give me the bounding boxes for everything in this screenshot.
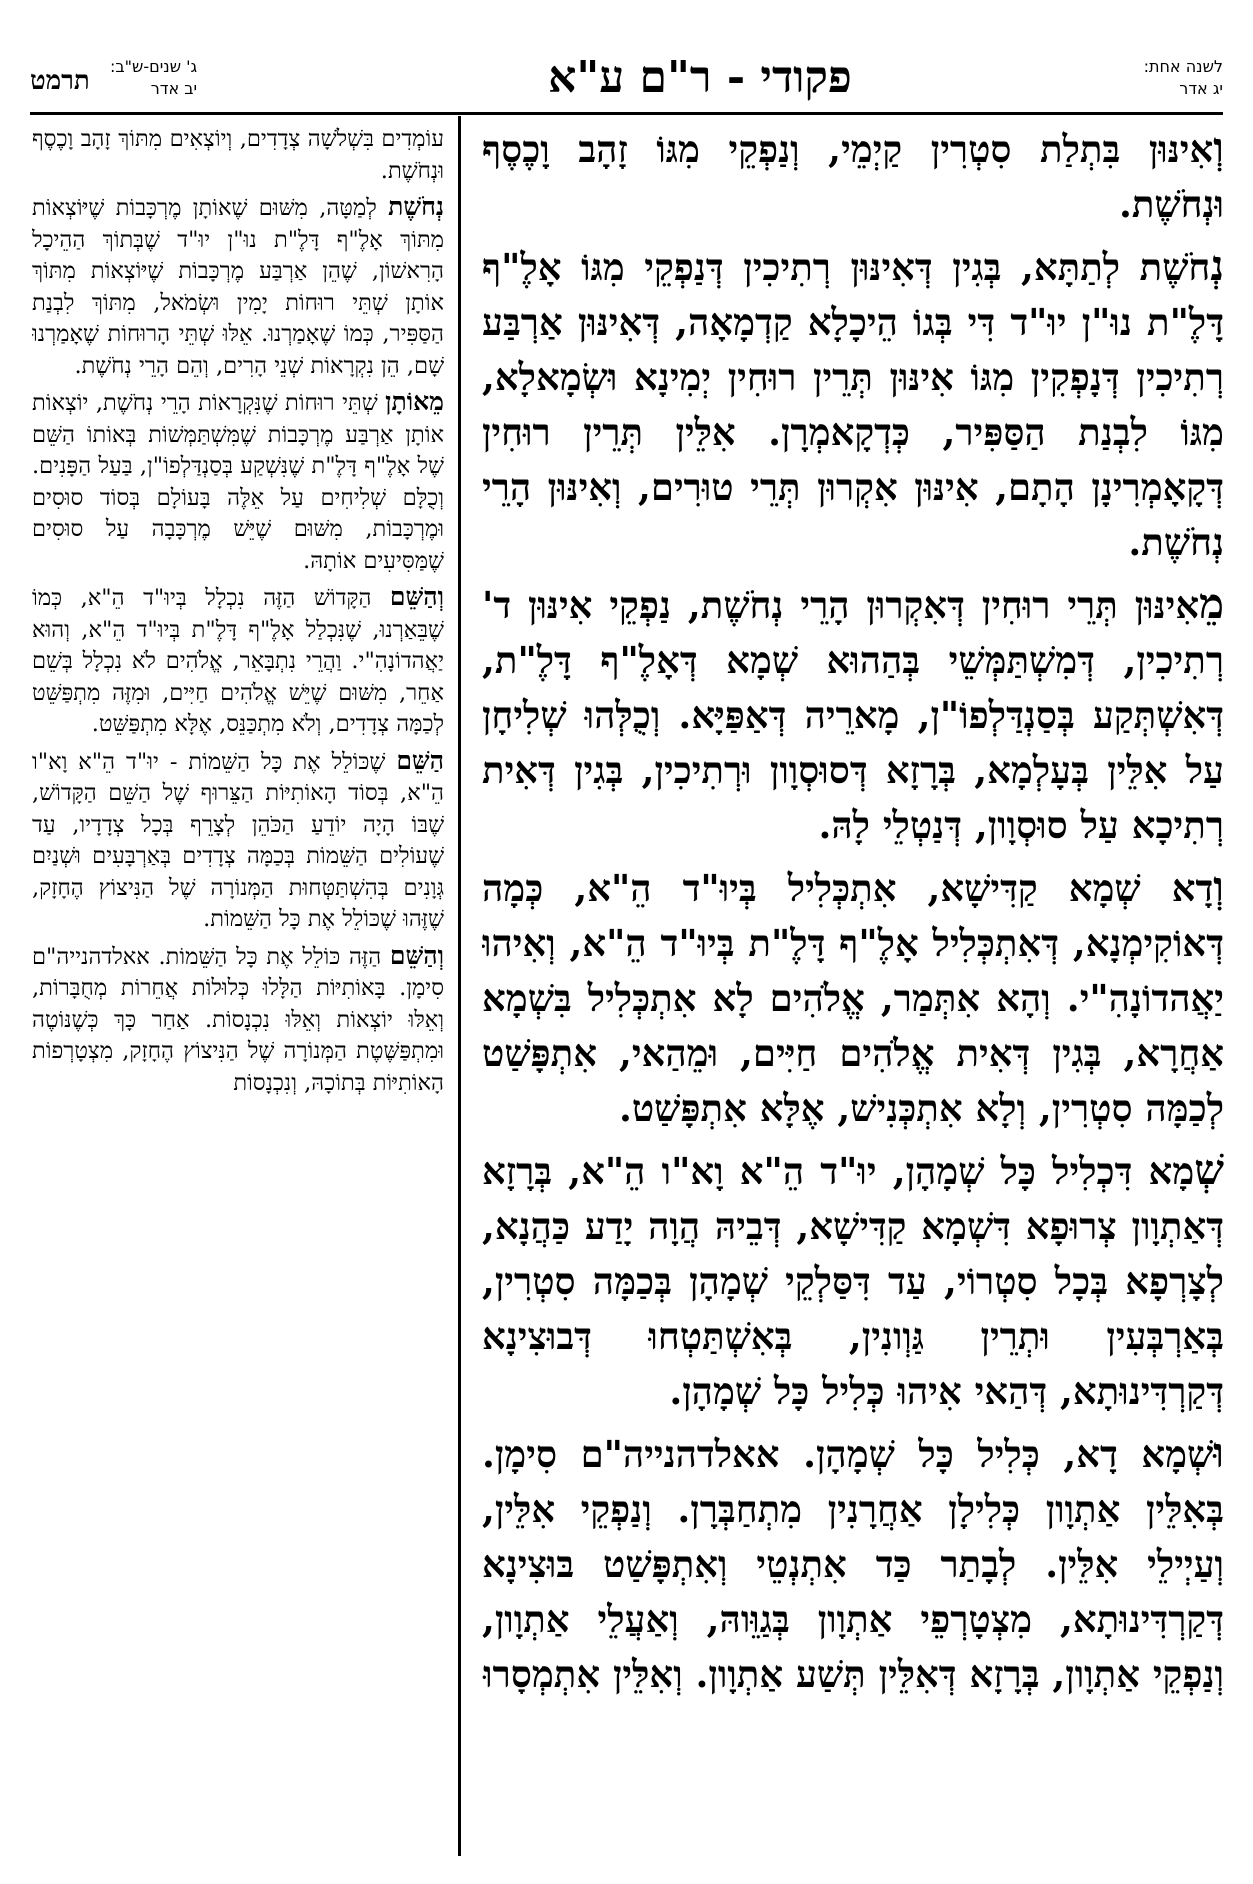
paragraph-lead: שְׁ <box>1194 1145 1224 1194</box>
paragraph-lead: וְהַשֵּׁם <box>389 582 444 611</box>
paragraph-text: דָא שְׁמָא קַדִּישָׁא, אִתְכְּלִיל בְּיוּ"ד הֵ"א, כְּמָה דְּאוֹקִימְנָא, דְּאִתְכְּלִיל אָלֶ"ף דָּלֶ"ת בְּיוּ"ד הֵ"א, וְאִיהוּ יַאֲהדוֹנָהִ"י. וְהָא אִתְּמַר, אֱלֹהִים לָא אִתְכְּלִיל בִּשְׁמָא אַחֲרָא, בְּגִין דְּאִית אֱלֹהִים חַיִּים, וּמֵהַאי, אִתְפָּשַׁט לְכַמָּה סִטְרִין, וְלָא אִתְכְּנִישׁ, אֶלָּא אִתְפָּשַׁט. <box>482 866 1224 1130</box>
paragraph-text: שְׁמָא דָא, כְּלִיל כָּל שְׁמָהָן. אאלדהנייה"ם סִימָן. בְּאִלֵּין אַתְוָון כְּלִילָן אַחֲרָנִין מִתְחַבְּרָן. וְנַפְקֵי אִלֵּין, וְעַיְילֵי אִלֵּין. לְבָתַר כַּד אִתְנְטֵי וְאִתְפָּשַׁט בּוּצִינָא דְּקַרְדִּינוּתָא, מִצְטָרְפֵי אַתְוָון בְּגַוֵּוהּ, וְאַעֲלֵי אַתְוָון, וְנַפְקֵי אַתְוָון, בְּרָזָא דְּאִלֵּין תְּשַׁע אַתְוָון. וְאִלֵּין אִתְמְסָרוּ <box>482 1432 1224 1696</box>
paragraph-text: שֶׁכּוֹלֵל אֶת כָּל הַשֵּׁמוֹת - יוּ"ד הֵ"א וָא"ו הֵ"א, בְּסוֹד הָאוֹתִיּוֹת הַצֵּרוּף שֶׁל הַשֵּׁם הַקָּדוֹשׁ, שֶׁבּוֹ הָיָה יוֹדֵעַ הַכֹּהֵן לְצָרֵף בְּכָל צְדָדָיו, עַד שֶׁעוֹלִים הַשֵּׁמוֹת בְּכַמָּה צְדָדִים בְּאַרְבָּעִים וּשְׁנַיִם גְּוָנִים בְּהִשְׁתַּטְּחוּת הַמְּנוֹרָה שֶׁל הַנִּיצוֹץ הֶחָזָק, שֶׁזֶּהוּ שֶׁכּוֹלֵל אֶת כָּל הַשֵּׁמוֹת. <box>32 748 444 932</box>
paragraph-text: הַזֶּה כּוֹלֵל אֶת כָּל הַשֵּׁמוֹת. אאלדהנייה"ם סִימָן. בָּאוֹתִיּוֹת הַלָּלוּ כְּלוּלוֹת אֲחֵרוֹת מְחֻבָּרוֹת, וְאֵלּוּ יוֹצְאוֹת וְאֵלּוּ נִכְנָסוֹת. אַחַר כָּךְ כְּשֶׁנּוֹטֶה וּמִתְפַּשֶּׁטֶת הַמְּנוֹרָה שֶׁל הַנִּיצוֹץ הֶחָזָק, מִצְטָרְפוֹת הָאוֹתִיּוֹת בְּתוֹכָהּ, וְנִכְנָסוֹת <box>32 943 444 1096</box>
paragraph-text: מָא דִּכְלִיל כָּל שְׁמָהָן, יוּ"ד הֵ"א וָא"ו הֵ"א, בְּרָזָא דְּאַתְוָון צְרוּפָא דִּשְׁמָא קַדִּישָׁא, דְּבֵיהּ הֲוָה יָדַע כַּהֲנָא, לְצָרְפָא בְּכָל סִטְרוֹי, עַד דִּסַּלְקֵי שְׁמָהָן בְּכַמָּה סִטְרִין, בְּאַרְבְּעִין וּתְרֵין גַּוְונִין, בְּאִשְׁתַּטְחוּ דְּבוּצִינָא דְּקַרְדִּינוּתָא, דְּהַאי אִיהוּ כְּלִיל כָּל שְׁמָהָן. <box>482 1149 1224 1413</box>
paragraph-lead: וְ <box>1213 862 1224 911</box>
schedule-date: יב אדר <box>150 79 198 98</box>
paragraph-lead: וְ <box>1213 123 1224 172</box>
paragraph-text: אִינּוּן תְּרֵי רוּחִין דְּאִקְרוּן הָרֵי נְחֹשֶׁת, נַפְקֵי אִינּוּן ד' רְתִיכִין, דְּמִשְׁתַּמְּשֵׁי בְּהַהוּא שְׁמָא דְּאָלֶ"ף דָּלֶ"ת, דְּאִשְׁתְּקַע בְּסַנְדַּלְפוֹ"ן, מָארֵיה דְּאַפַּיָּא. וְכֻלְּהוּ שְׁלִיחָן עַל אִלֵּין בְּעָלְמָא, בְּרָזָא דְּסוּסְוָון וּרְתִיכִין, בְּגִין דְּאִית רְתִיכָא עַל סוּסְוָון, דְּנַטְלֵי לָהּ. <box>482 583 1224 847</box>
commentary-paragraph <box>32 191 444 382</box>
main-paragraph <box>482 238 1224 570</box>
paragraph-lead: נְ <box>1210 241 1224 290</box>
main-text-column <box>482 120 1224 1860</box>
main-paragraph <box>482 576 1224 853</box>
commentary-paragraph <box>32 122 444 187</box>
study-schedule-one-year <box>1144 56 1223 100</box>
commentary-paragraph <box>32 581 444 741</box>
paragraph-lead: הַשֵּׁם <box>396 745 444 775</box>
paragraph-text: אִינּוּן בִּתְלַת סִטְרִין קַיְמֵי, וְנַפְקֵי מִגּוֹ זָהָב וָכֶסֶף וּנְחֹשֶׁת. <box>482 127 1224 226</box>
column-divider <box>458 116 461 1856</box>
schedule-label: לשנה אחת: <box>1143 57 1223 76</box>
main-paragraph <box>482 859 1224 1136</box>
paragraph-lead: מֵאוֹתָן <box>385 387 444 416</box>
paragraph-lead: נְחֹשֶׁת <box>388 192 444 221</box>
main-paragraph <box>482 1425 1224 1702</box>
paragraph-lead: וּ <box>1213 1428 1224 1477</box>
page-header <box>30 48 1223 118</box>
paragraph-text: הַקָּדוֹשׁ הַזֶּה נִכְלָל בְּיוּ"ד הֵ"א, כְּמוֹ שֶׁבֵּאַרְנוּ, שֶׁנִּכְלַל אָלֶ"ף דָּלֶ"ת בְּיוּ"ד הֵ"א, וְהוּא יַאֲהדוֹנָהִ"י. וַהֲרֵי נִתְבָּאֵר, אֱלֹהִים לֹא נִכְלָל בְּשֵׁם אַחֵר, מִשּׁוּם שֶׁיֵּשׁ אֱלֹהִים חַיִּים, וּמִזֶּה מִתְפַּשֵּׁט לְכַמָּה צְדָדִים, וְלֹא מִתְכַּנֵּס, אֶלָּא מִתְפַּשֵּׁט. <box>32 585 444 737</box>
paragraph-lead: וְהַשֵּׁם <box>389 940 444 970</box>
paragraph-text: עוֹמְדִים בִּשְׁלֹשָׁה צְדָדִים, וְיוֹצְאִים מִתּוֹךְ זָהָב וָכֶסֶף וּנְחֹשֶׁת. <box>32 126 444 184</box>
commentary-paragraph <box>32 386 444 577</box>
paragraph-text: שְׁתֵּי רוּחוֹת שֶׁנִּקְרָאוֹת הָרֵי נְחֹשֶׁת, יוֹצְאוֹת אוֹתָן אַרְבַּע מֶרְכָּבוֹת שֶׁמִּשְׁתַּמְּשׁוֹת בְּאוֹתוֹ הַשֵּׁם שֶׁל אָלֶ"ף דָּלֶ"ת שֶׁנִּשְׁקַע בְּסַנְדַּלְפוֹ"ן, בַּעַל הַפָּנִים. וְכֻלָּם שְׁלִיחִים עַל אֵלֶּה בָּעוֹלָם בְּסוֹד סוּסִים וּמֶרְכָּבוֹת, מִשּׁוּם שֶׁיֵּשׁ מֶרְכָּבָה עַל סוּסִים שֶׁמַּסִּיעִים אוֹתָהּ. <box>32 390 444 574</box>
commentary-column <box>32 122 444 1860</box>
main-paragraph <box>482 120 1224 232</box>
page-title: פקודי - ר"ם ע"א <box>548 52 852 103</box>
schedule-date: יג אדר <box>1179 79 1223 98</box>
paragraph-text: לְמַטָּה, מִשּׁוּם שֶׁאוֹתָן מֶרְכָּבוֹת שֶׁיּוֹצְאוֹת מִתּוֹךְ אָלֶ"ף דָּלֶ"ת נוּ"ן יוּ"ד שֶׁבְּתוֹךְ הַהֵיכָל הָרִאשׁוֹן, שֶׁהֵן אַרְבַּע מֶרְכָּבוֹת שֶׁיּוֹצְאוֹת מִתּוֹךְ אוֹתָן שְׁתֵּי רוּחוֹת יָמִין וּשְׂמֹאל, מִתּוֹךְ לִבְנַת הַסַּפִּיר, כְּמוֹ שֶׁאָמַרְנוּ. אֵלּוּ שְׁתֵּי הָרוּחוֹת שֶׁאָמַרְנוּ שָׁם, הֵן נִקְרָאוֹת שְׁנֵי הָרִים, וְהֵם הָרֵי נְחֹשֶׁת. <box>32 195 444 379</box>
main-paragraph <box>482 1142 1224 1419</box>
schedule-label: ג' שנים-ש"ב: <box>110 57 198 76</box>
paragraph-text: חֹשֶׁת לְתַתָּא, בְּגִין דְּאִינּוּן רְתִיכִין דְּנַפְקֵי מִגּוֹ אָלֶ"ף דָּלֶ"ת נוּ"ן יוּ"ד דִּי בְּגוֹ הֵיכָלָא קַדְמָאָה, דְּאִינּוּן אַרְבַּע רְתִיכִין דְּנָפְקִין מִגּוֹ אִינּוּן תְּרֵין רוּחִין יְמִינָא וּשְׂמָאלָא, מִגּוֹ לִבְנַת הַסַּפִּיר, כְּדְקָאמְרָן. אִלֵּין תְּרֵין רוּחִין דְּקָאָמְרִינָן הָתָם, אִינּוּן אִקְרוּן תְּרֵי טוּרִים, וְאִינּוּן הָרֵי נְחֹשֶׁת. <box>482 245 1224 564</box>
commentary-paragraph <box>32 745 444 936</box>
paragraph-lead: מֵ <box>1199 579 1224 628</box>
commentary-paragraph <box>32 940 444 1100</box>
header-divider <box>30 112 1223 115</box>
page-number: תרמט <box>30 66 90 96</box>
study-schedule-three-year <box>110 56 197 100</box>
